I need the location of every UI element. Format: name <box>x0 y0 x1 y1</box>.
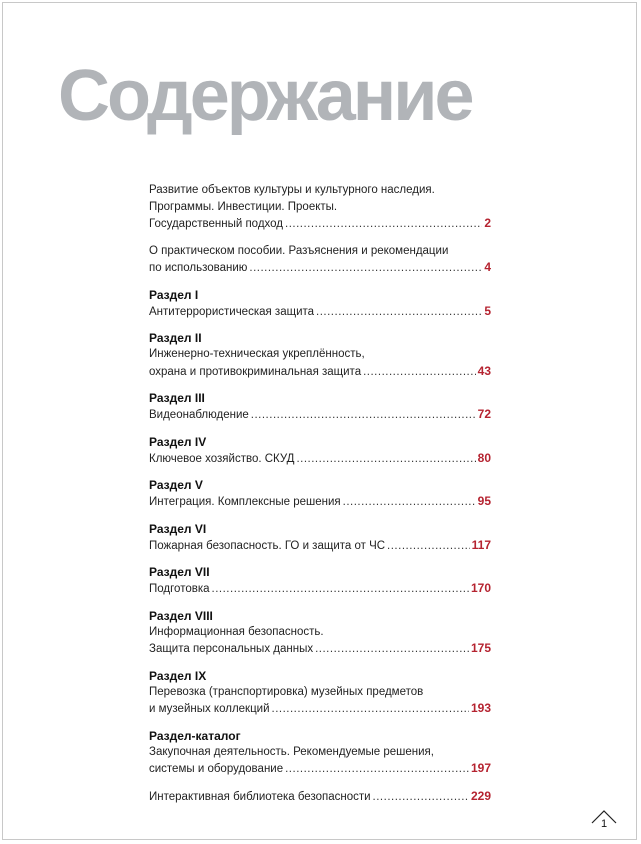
entry-text-line: по использованию <box>149 262 248 274</box>
entry-text-line: Интерактивная библиотека безопасности <box>149 790 371 803</box>
entry-page-number[interactable]: 170 <box>470 581 491 595</box>
section-heading: Раздел IV <box>149 434 207 449</box>
entry-page-number[interactable]: 4 <box>484 260 491 274</box>
entry-leader-line <box>149 788 491 806</box>
entry-leader-line <box>149 537 491 555</box>
toc-entry[interactable] <box>149 477 491 511</box>
entry-leader-line <box>149 450 491 468</box>
entry-page-number[interactable]: 72 <box>477 407 491 421</box>
section-heading: Раздел VII <box>149 565 210 579</box>
entry-leader-line <box>149 215 491 233</box>
entry-text-line: Видеонаблюдение <box>149 409 249 421</box>
toc-entry[interactable] <box>149 287 491 321</box>
entry-page-number[interactable]: 5 <box>484 303 491 318</box>
entry-text-line: охрана и противокриминальная защита <box>149 365 362 378</box>
section-heading: Раздел-каталог <box>149 728 241 743</box>
entry-text-line: Пожарная безопасность. ГО и защита от ЧС <box>149 539 386 552</box>
entry-leader-line <box>149 493 491 511</box>
home-button[interactable] <box>589 806 619 836</box>
entry-page-number[interactable]: 117 <box>471 537 491 552</box>
entry-leader-line <box>149 303 491 321</box>
page-title: Содержание <box>58 56 472 136</box>
entry-page-number[interactable]: 175 <box>470 641 491 655</box>
toc-entry[interactable] <box>149 564 491 598</box>
entry-page-number[interactable]: 95 <box>477 494 491 508</box>
entry-leader-line <box>149 259 491 277</box>
section-heading: Раздел III <box>149 391 205 405</box>
entry-text-line: Государственный подход <box>149 218 284 230</box>
dot-leader <box>212 581 469 598</box>
dot-leader <box>249 260 482 277</box>
dot-leader <box>363 364 476 381</box>
toc-entry[interactable] <box>149 434 491 468</box>
dot-leader <box>387 538 470 555</box>
section-heading: Раздел IX <box>149 668 207 683</box>
entry-text-line: О практическом пособии. Разъяснения и рекомендации <box>149 244 449 257</box>
entry-leader-line <box>149 700 491 718</box>
entry-text-line: Перевозка (транспортировка) музейных предметов <box>149 685 424 698</box>
entry-leader-line <box>149 406 491 424</box>
entry-text-line: Развитие объектов культуры и культурного наследия. <box>149 184 435 196</box>
entry-text-line: Подготовка <box>149 583 210 595</box>
section-heading: Раздел V <box>149 478 203 492</box>
section-heading: Раздел VI <box>149 521 207 536</box>
entry-page-number[interactable]: 197 <box>470 761 491 775</box>
entry-leader-line <box>149 580 491 598</box>
dot-leader <box>296 451 475 468</box>
dot-leader <box>373 789 469 806</box>
section-heading: Раздел II <box>149 331 202 345</box>
section-heading: Раздел VIII <box>149 608 213 623</box>
section-heading: Раздел I <box>149 287 199 302</box>
entry-text-line: Интеграция. Комплексные решения <box>149 496 341 508</box>
toc-entry[interactable] <box>149 668 491 718</box>
entry-text-line: Закупочная деятельность. Рекомендуемые решения, <box>149 745 434 758</box>
entry-text-line: Инженерно-техническая укреплённость, <box>149 348 365 360</box>
toc-entry[interactable] <box>149 608 491 658</box>
dot-leader <box>316 304 482 321</box>
entry-text-line: Защита персональных данных <box>149 643 314 655</box>
toc-entry[interactable] <box>149 788 491 806</box>
toc-entry[interactable] <box>149 243 491 277</box>
entry-text-line: Программы. Инвестиции. Проекты. <box>149 200 338 213</box>
dot-leader <box>315 641 469 658</box>
dot-leader <box>251 407 476 424</box>
entry-leader-line <box>149 640 491 658</box>
entry-text-line: Информационная безопасность. <box>149 625 324 638</box>
entry-leader-line <box>149 363 491 381</box>
entry-text-line: и музейных коллекций <box>149 703 270 715</box>
toc-entry[interactable] <box>149 182 491 233</box>
entry-page-number[interactable]: 43 <box>477 363 491 378</box>
page-number: 1 <box>600 818 608 830</box>
entry-leader-line <box>149 760 491 778</box>
dot-leader <box>285 761 469 778</box>
entry-page-number[interactable]: 2 <box>484 216 491 230</box>
entry-page-number[interactable]: 229 <box>470 788 491 803</box>
entry-page-number[interactable]: 80 <box>477 450 491 465</box>
table-of-contents <box>149 182 491 805</box>
toc-entry[interactable] <box>149 728 491 778</box>
entry-page-number[interactable]: 193 <box>470 701 491 715</box>
entry-text-line: Ключевое хозяйство. СКУД <box>149 452 295 465</box>
dot-leader <box>285 216 482 233</box>
toc-entry[interactable] <box>149 521 491 555</box>
dot-leader <box>343 494 476 511</box>
toc-entry[interactable] <box>149 330 491 380</box>
entry-text-line: системы и оборудование <box>149 763 284 775</box>
dot-leader <box>272 701 469 718</box>
entry-text-line: Антитеррористическая защита <box>149 305 315 318</box>
toc-entry[interactable] <box>149 390 491 424</box>
